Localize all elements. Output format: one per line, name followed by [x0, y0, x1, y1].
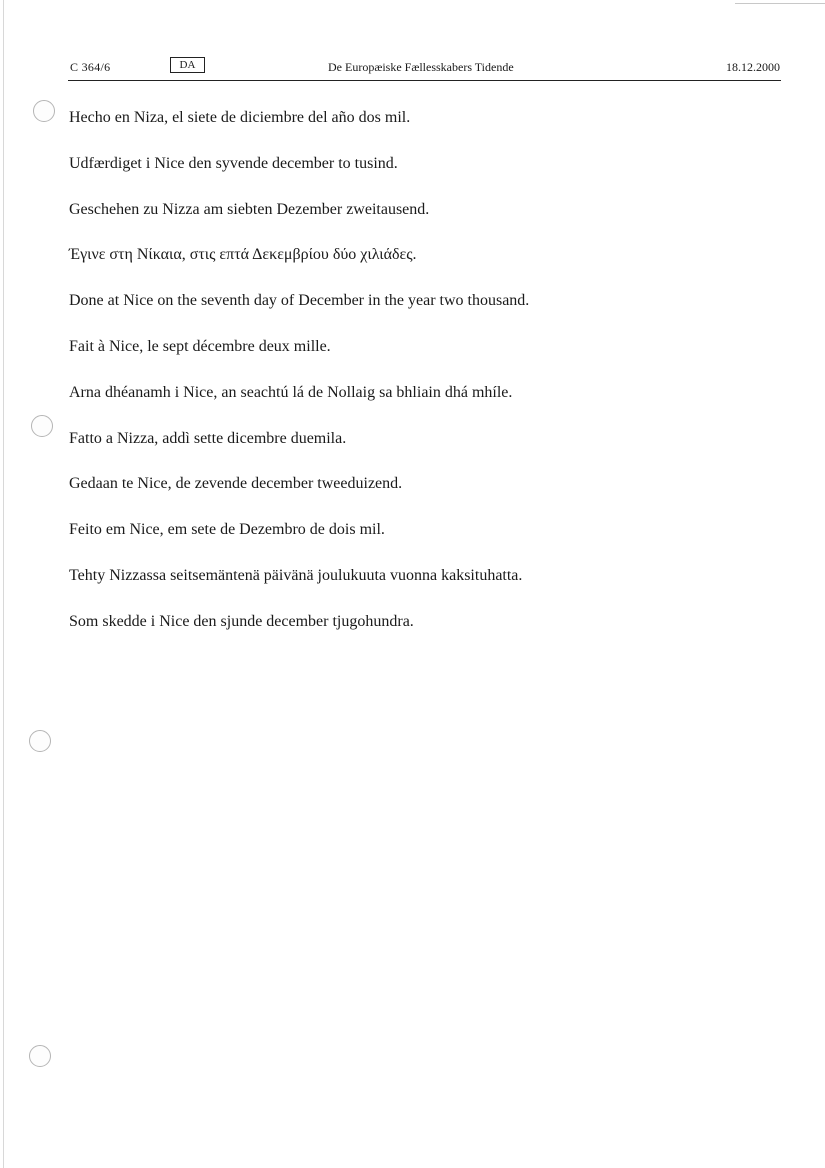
clause-portuguese: Feito em Nice, em sete de Dezembro de dois mil. [69, 521, 385, 539]
clause-french: Fait à Nice, le sept décembre deux mille. [69, 337, 331, 355]
clause-italian: Fatto a Nizza, addì sette dicembre duemila. [69, 429, 347, 447]
clause-irish: Arna dhéanamh i Nice, an seachtú lá de Nollaig sa bhliain dhá mhíle. [69, 383, 513, 401]
journal-title: De Europæiske Fællesskabers Tidende [328, 60, 514, 74]
clause-english: Done at Nice on the seventh day of December in the year two thousand. [69, 292, 530, 310]
punch-hole [33, 100, 55, 122]
clause-danish: Udfærdiget i Nice den syvende december to tusind. [69, 154, 398, 172]
clause-german: Geschehen zu Nizza am siebten Dezember zweitausend. [69, 200, 430, 218]
header-divider [68, 80, 781, 81]
publication-date: 18.12.2000 [726, 60, 780, 74]
scan-left-edge [3, 0, 4, 1168]
clause-swedish: Som skedde i Nice den sjunde december tjugohundra. [69, 612, 414, 630]
clause-dutch: Gedaan te Nice, de zevende december tweeduizend. [69, 475, 403, 493]
language-code-box: DA [170, 57, 205, 73]
clause-finnish: Tehty Nizzassa seitsemäntenä päivänä joulukuuta vuonna kaksituhatta. [69, 566, 523, 584]
page-reference: C 364/6 [70, 60, 111, 74]
punch-hole [29, 1045, 51, 1067]
clause-greek: Έγινε στη Νίκαια, στις επτά Δεκεμβρίου δύο χιλιάδες. [69, 246, 417, 264]
signature-clause-list [69, 106, 529, 656]
clause-spanish: Hecho en Niza, el siete de diciembre del año dos mil. [69, 109, 411, 126]
punch-hole [29, 730, 51, 752]
punch-hole [31, 415, 53, 437]
scan-top-rule [735, 3, 825, 4]
